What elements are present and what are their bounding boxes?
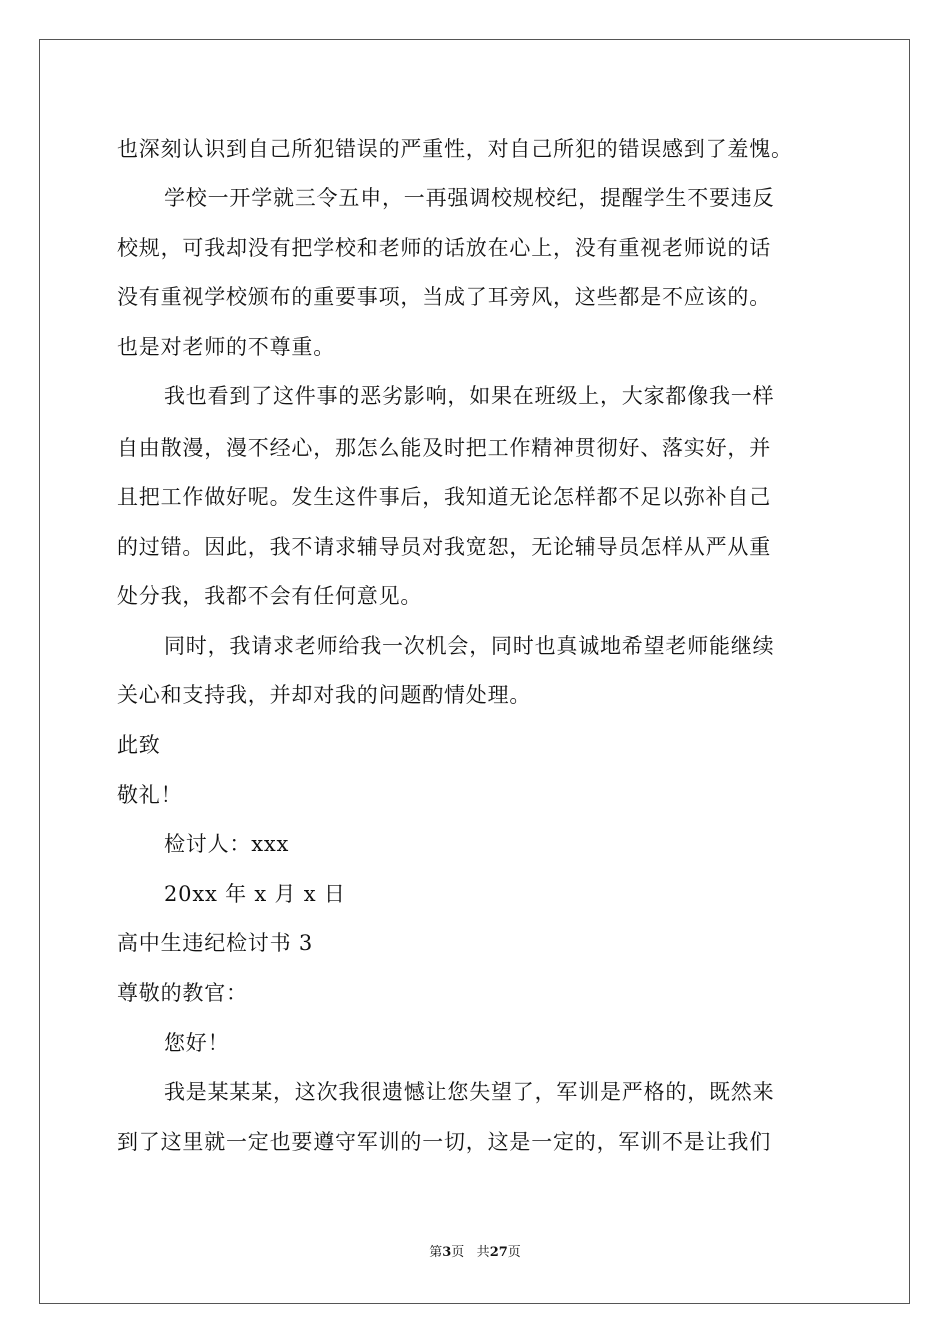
signature-date: 20xx 年 x 月 x 日 [164,882,346,906]
text-line: 也是对老师的不尊重。 [117,335,335,359]
signature-author: 检讨人：xxx [164,832,290,856]
page-suffix: 页 [451,1245,465,1260]
closing-respect: 敬礼！ [117,783,183,807]
total-pages: 27 [489,1245,508,1260]
text-line: 处分我，我都不会有任何意见。 [117,584,423,608]
text-line: 我也看到了这件事的恶劣影响，如果在班级上，大家都像我一样 [164,384,775,408]
greeting-addressee: 尊敬的教官： [117,981,248,1005]
text-line: 自由散漫，漫不经心，那怎么能及时把工作精神贯彻好、落实好，并 [117,436,771,460]
text-line: 也深刻认识到自己所犯错误的严重性，对自己所犯的错误感到了羞愧。 [117,137,793,161]
text-line: 同时，我请求老师给我一次机会，同时也真诚地希望老师能继续 [164,634,775,658]
text-line: 校规，可我却没有把学校和老师的话放在心上，没有重视老师说的话 [117,236,771,260]
text-line: 且把工作做好呢。发生这件事后，我知道无论怎样都不足以弥补自己 [117,485,771,509]
text-line: 到了这里就一定也要遵守军训的一切，这是一定的，军训不是让我们 [117,1130,771,1154]
text-line: 没有重视学校颁布的重要事项，当成了耳旁风，这些都是不应该的。 [117,285,771,309]
page-prefix: 第 [429,1245,443,1260]
section-title: 高中生违纪检讨书 3 [117,931,314,955]
page-footer [0,1244,950,1262]
text-line: 的过错。因此，我不请求辅导员对我宽恕，无论辅导员怎样从严从重 [117,535,771,559]
page-frame [39,39,910,1304]
total-prefix: 共 [476,1245,490,1260]
text-line: 关心和支持我，并却对我的问题酌情处理。 [117,683,532,707]
text-line: 我是某某某，这次我很遗憾让您失望了，军训是严格的，既然来 [164,1080,775,1104]
total-suffix: 页 [507,1245,521,1260]
greeting: 您好！ [164,1031,230,1055]
page-number: 3 [442,1245,452,1260]
closing-salutation: 此致 [117,733,161,757]
text-line: 学校一开学就三令五申，一再强调校规校纪，提醒学生不要违反 [164,186,775,210]
